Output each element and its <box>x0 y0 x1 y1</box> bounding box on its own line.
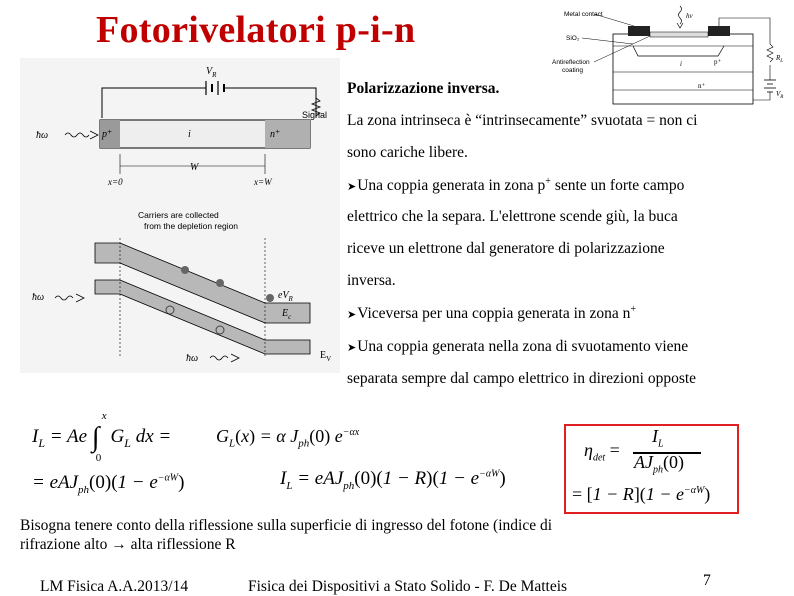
device-cross-section-figure <box>538 4 790 108</box>
x0-label: x=0 <box>108 177 123 187</box>
hw2-label: ħω <box>32 292 45 303</box>
footer-course: LM Fisica A.A.2013/14 <box>40 578 189 595</box>
electron-icon <box>181 266 189 274</box>
bullet-3-line-2: separata sempre dal campo elettrico in direzioni opposte <box>347 370 697 387</box>
p-plus-label: p⁺ <box>714 58 722 66</box>
rl-label: $R_L$ <box>776 54 784 64</box>
integral-icon: ∫ x 0 <box>91 410 107 464</box>
n-plus-label: n⁺ <box>698 82 706 90</box>
bullet-arrow-icon: ➤ <box>347 342 357 354</box>
i-label: i <box>188 129 191 140</box>
signal-label: Signal <box>302 110 328 120</box>
vr-label: $V_R$ <box>776 90 784 100</box>
equation-il-integral: $I_L = Ae$ ∫ x 0 $G_L$ dx = <box>32 410 172 464</box>
n-plus-label: n⁺ <box>270 129 281 140</box>
metal-contact-left <box>628 26 650 36</box>
hw3-label: ħω <box>186 353 199 364</box>
metal-contact-right <box>708 26 730 36</box>
efficiency-fraction-denominator: $AJ_{ph}(0)$ <box>634 452 684 476</box>
carriers-label: Carriers are collected from the depletion region <box>138 210 239 231</box>
bullet-arrow-icon: ➤ <box>347 309 357 322</box>
vr-label: $V_R$ <box>206 66 217 79</box>
evr-label: $eV_R$ <box>278 290 293 303</box>
metal-contact-label: Metal contact <box>564 11 603 18</box>
bullet-3-line-1: ➤Una coppia generata nella zona di svuotamento viene <box>347 338 689 355</box>
ev-label: $E_V$ <box>320 350 332 363</box>
equation-eajph: = $eAJ_{ph}(0)(1 - e^{-\alpha W})$ <box>32 472 185 496</box>
antireflection-layer <box>650 32 708 37</box>
electron-icon <box>266 294 274 302</box>
hw-label: ħω <box>36 130 49 141</box>
reflection-note: Bisogna tenere conto della riflessione sulla superficie di ingresso del fotone (indice di rifrazione alto → alta riflessione R <box>20 517 553 553</box>
bullet-1-line-1: ➤Una coppia generata in zona p+ sente un forte campo <box>347 176 685 195</box>
intrinsic-label: i <box>680 60 682 68</box>
xw-label: x=W <box>254 177 272 187</box>
efficiency-line-2: = $[1 - R](1 - e^{-\alpha W})$ <box>572 484 711 504</box>
electron-icon <box>216 279 224 287</box>
efficiency-fraction-numerator: $I_L$ <box>652 426 664 450</box>
equation-il-reflection: $I_L = eAJ_{ph}(0)(1 - R)(1 - e^{-\alpha W})$ <box>280 468 506 492</box>
footer-author: Fisica dei Dispositivi a Stato Solido - F. De Matteis <box>248 578 568 595</box>
equation-gl: $G_L(x) = \alpha$ $J_{ph}(0)$ $e^{-\alpha x}$ <box>216 426 360 450</box>
bullet-1-line-4: inversa. <box>347 272 396 289</box>
bullet-arrow-icon: ➤ <box>347 181 357 194</box>
hv-label: hν <box>686 12 693 20</box>
page-number: 7 <box>703 572 711 589</box>
bullet-2: ➤Viceversa per una coppia generata in zona n+ <box>347 304 637 323</box>
w-label: W <box>190 162 199 173</box>
antireflection-label: Antireflection coating <box>552 59 590 74</box>
heading-reverse-bias: Polarizzazione inversa. <box>347 80 500 97</box>
sio2-label: SiO₂ <box>566 35 580 42</box>
pin-band-diagram-figure <box>20 58 340 373</box>
bullet-1-line-3: riceve un elettrone dal generatore di polarizzazione <box>347 240 665 257</box>
efficiency-eta-lhs: $\eta_{det}$ = <box>584 440 620 464</box>
slide-title: Fotorivelatori p-i-n <box>96 9 416 51</box>
ec-label: $E_c$ <box>282 308 292 321</box>
paragraph-line-2: sono cariche libere. <box>347 144 468 161</box>
paragraph-line-1: La zona intrinseca è “intrinsecamente” svuotata = non ci <box>347 112 698 129</box>
p-plus-label: p⁺ <box>102 129 113 140</box>
bullet-1-line-2: elettrico che la separa. L'elettrone scende giù, la buca <box>347 208 678 225</box>
